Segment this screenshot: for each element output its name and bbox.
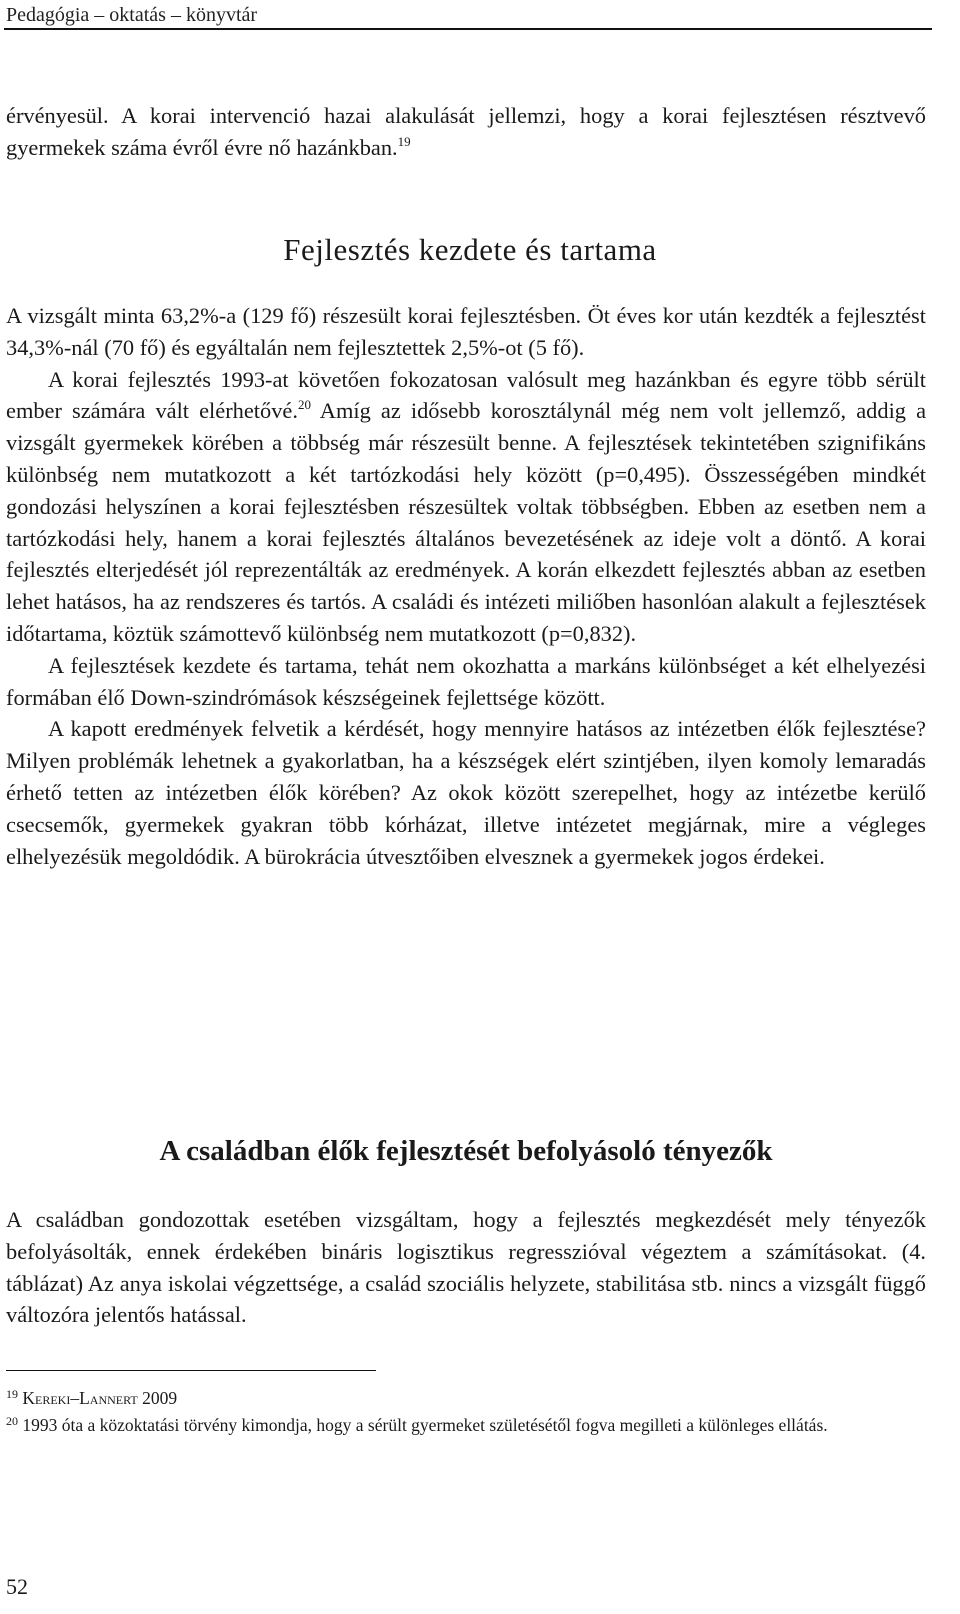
- footnote-author: Kereki–Lannert: [22, 1388, 138, 1408]
- section-heading-development: Fejlesztés kezdete és tartama: [283, 232, 657, 267]
- section2-paragraph-1: A családban gondozottak esetében vizsgáltam, hogy a fejlesztés megkezdését mely tényezők befolyásolták, ennek érdekében bináris logisztikus regresszióval végeztem a számításokat. (4. táblázat) Az anya iskolai végzettsége, a család szociális helyzete, stabilitása stb. nincs a vizsgált függő változóra jelentős hatással.: [6, 1207, 926, 1328]
- page-number: 52: [6, 1574, 28, 1599]
- section1-paragraph-2-part-a: A korai fejlesztés 1993-at követően fokozatosan valósult meg hazánkban és egyre több sérült ember számára vált elérhetővé.: [6, 366, 926, 424]
- footnote-text: 1993 óta a közoktatási törvény kimondja, hogy a sérült gyermeket születésétől fogva megilleti a különleges ellátás.: [18, 1415, 828, 1435]
- footnote-number: 20: [6, 1414, 18, 1428]
- section-heading-family-factors: A családban élők fejlesztését befolyásoló tényezők: [159, 1135, 773, 1167]
- section2-body: [6, 1204, 926, 1331]
- footnote-ref-20[interactable]: 20: [297, 397, 311, 413]
- footnote-ref-19[interactable]: 19: [397, 133, 411, 149]
- intro-text: érvényesül. A korai intervenció hazai alakulását jellemzi, hogy a korai fejlesztésen résztvevő gyermekek száma évről évre nő hazánkban.: [6, 103, 926, 160]
- intro-paragraph: [6, 100, 926, 164]
- footnote-text: 2009: [137, 1388, 178, 1408]
- section1-paragraph-1: A vizsgált minta 63,2%-a (129 fő) részesült korai fejlesztésben. Öt éves kor után kezdték a fejlesztést 34,3%-nál (70 fő) és egyáltalán nem fejlesztettek 2,5%-ot (5 fő).: [6, 303, 926, 360]
- section1-paragraph-4: A kapott eredmények felvetik a kérdését, hogy mennyire hatásos az intézetben élők fejlesztése? Milyen problémák lehetnek a gyakorlatban, ha a készségek elért szintjében, ilyen komoly lemaradás érhető tetten az intézetben élők körében? Az okok között szerepelhet, hogy az intézetbe kerülő csecsemők, gyermekek gyakran több kórházat, illetve intézetet megjárnak, mire a végleges elhelyezésük megoldódik. A bürokrácia útvesztőiben elvesznek a gyermekek jogos érdekei.: [6, 716, 926, 869]
- header-rule: [4, 28, 932, 30]
- section1-paragraph-2-part-b: Amíg az idősebb korosztálynál még nem volt jellemző, addig a vizsgált gyermekek körében a többség már részesült benne. A fejlesztések tekintetében szignifikáns különbség nem mutatkozott a két tartózkodási hely között (p=0,495). Összességében mindkét gondozási helyszínen a korai fejlesztésben részesültek voltak többségben. Ebben az esetben nem a tartózkodási hely, hanem a korai fejlesztés általános bevezetésének az ideje volt a döntő. A korai fejlesztés elterjedését jól reprezentálták az eredmények. A korán elkezdett fejlesztés abban az esetben lehet hatásos, ha az rendszeres és tartós. A családi és intézeti miliőben hasonlóan alakult a fejlesztések időtartama, köztük számottevő különbség nem mutatkozott (p=0,832).: [6, 398, 927, 646]
- footnote-20: [6, 1412, 926, 1438]
- section1-paragraph-2: [6, 364, 926, 650]
- footnote-rule: [6, 1370, 376, 1371]
- footnote-number: 19: [6, 1387, 18, 1401]
- running-header: Pedagógia – oktatás – könyvtár: [6, 4, 258, 26]
- section1-paragraph-3: A fejlesztések kezdete és tartama, tehát nem okozhatta a markáns különbséget a két elhelyezési formában élő Down-szindrómások készségeinek fejlettsége között.: [6, 652, 926, 710]
- section1-body: [6, 300, 926, 872]
- footnote-19: [6, 1385, 926, 1411]
